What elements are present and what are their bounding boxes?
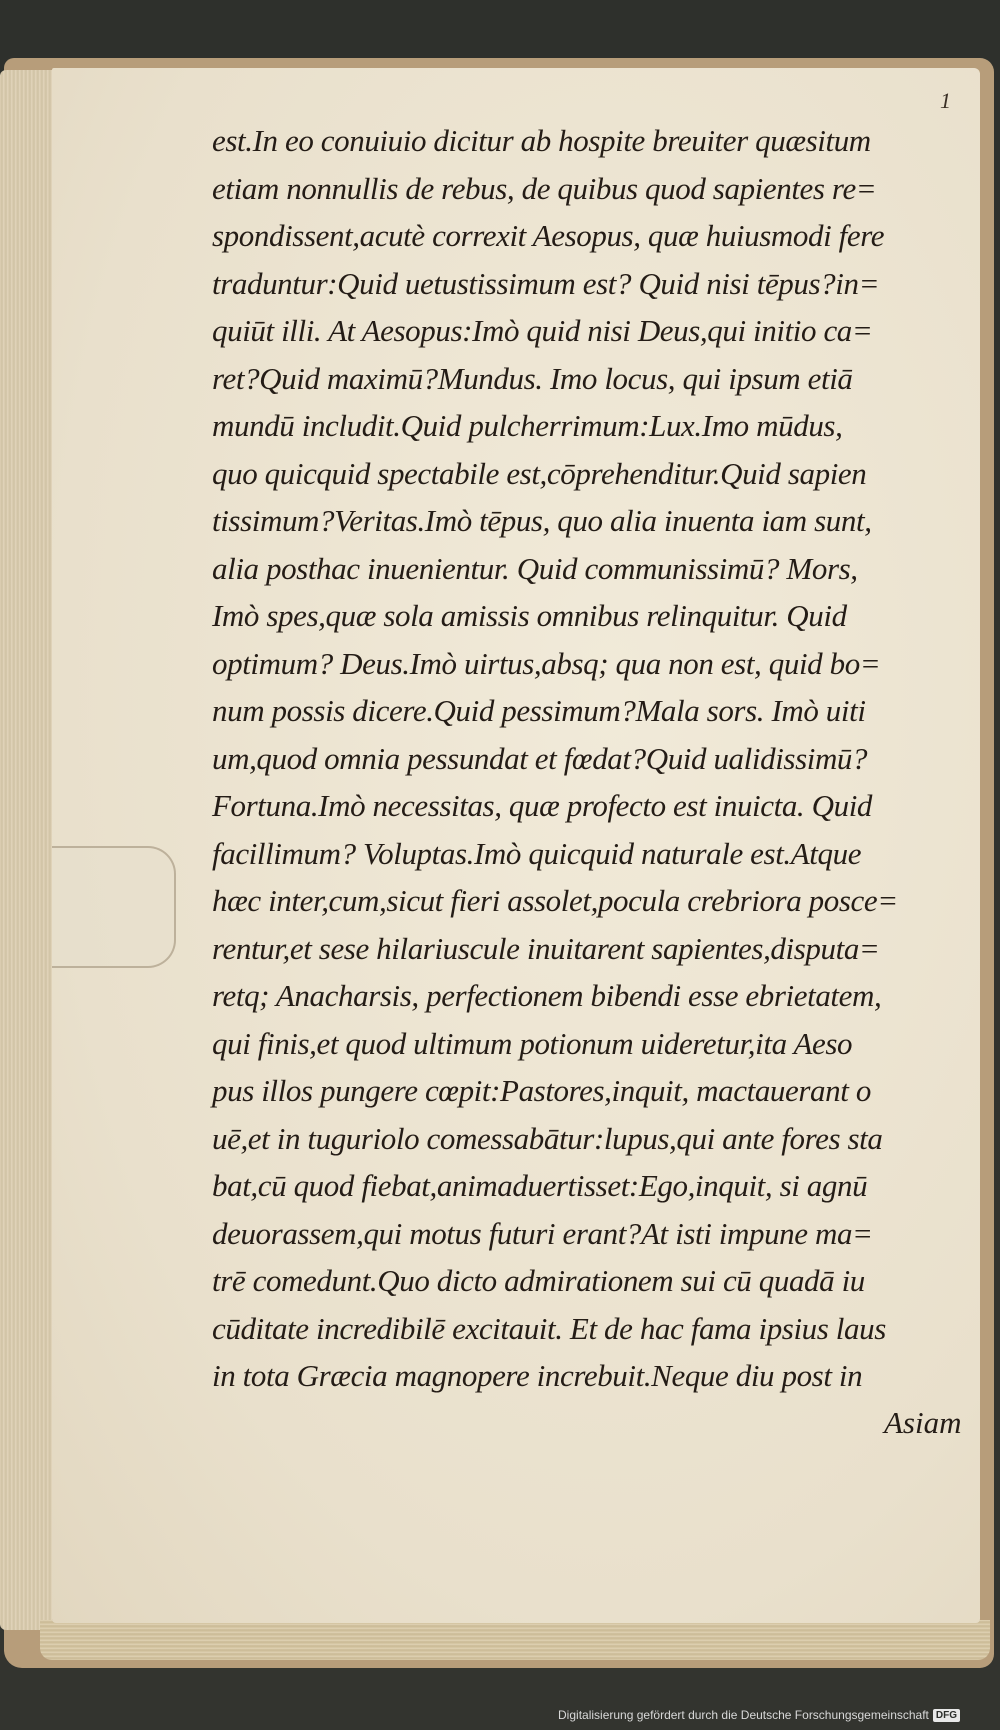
text-line: tissimum?Veritas.Imò tēpus, quo alia inuenta iam sunt, bbox=[212, 503, 872, 538]
catchword: Asiam bbox=[884, 1405, 962, 1440]
folio-mark: 1 bbox=[940, 88, 951, 113]
text-line: Imò spes,quæ sola amissis omnibus relinquitur. Quid bbox=[212, 598, 847, 633]
text-line: uē,et in tuguriolo comessabātur:lupus,qui ante fores sta bbox=[212, 1120, 883, 1156]
text-line: qui finis,et quod ultimum potionum uideretur,ita Aeso bbox=[212, 1025, 853, 1061]
text-line: alia posthac inuenientur. Quid communissimū? Mors, bbox=[212, 550, 858, 586]
bookmark-tab bbox=[52, 846, 176, 968]
text-line: facillimum? Voluptas.Imò quicquid naturale est.Atque bbox=[212, 835, 862, 871]
text-line: ret?Quid maximū?Mundus. Imo locus, qui ipsum etiā bbox=[212, 360, 853, 396]
text-block bbox=[212, 117, 972, 1400]
text-line: cūditate incredibilē excitauit. Et de hac fama ipsius laus bbox=[212, 1310, 886, 1346]
text-line: retq; Anacharsis, perfectionem bibendi esse ebrietatem, bbox=[212, 978, 882, 1013]
text-line: quo quicquid spectabile est,cōprehenditur.Quid sapien bbox=[212, 455, 867, 491]
text-line: deuorassem,qui motus futuri erant?At isti impune ma= bbox=[212, 1215, 873, 1251]
text-line: um,quod omnia pessundat et fœdat?Quid ualidissimū? bbox=[212, 740, 868, 776]
text-line: Fortuna.Imò necessitas, quæ profecto est inuicta. Quid bbox=[212, 788, 873, 823]
text-line: est.In eo conuiuio dicitur ab hospite breuiter quæsitum bbox=[212, 123, 871, 158]
page-stack-bottom bbox=[40, 1620, 990, 1660]
text-line: etiam nonnullis de rebus, de quibus quod sapientes re= bbox=[212, 170, 877, 206]
text-line: spondissent,acutè correxit Aesopus, quæ huiusmodi fere bbox=[212, 218, 885, 253]
digitization-credit bbox=[558, 1708, 960, 1722]
dfg-logo: DFG bbox=[933, 1709, 960, 1722]
text-line: pus illos pungere cœpit:Pastores,inquit, mactauerant o bbox=[212, 1073, 871, 1108]
credit-text: Digitalisierung gefördert durch die Deutsche Forschungsgemeinschaft bbox=[558, 1708, 929, 1722]
text-line: rentur,et sese hilariuscule inuitarent sapientes,disputa= bbox=[212, 930, 880, 966]
text-line: optimum? Deus.Imò uirtus,absq; qua non est, quid bo= bbox=[212, 645, 881, 681]
text-line: hæc inter,cum,sicut fieri assolet,pocula crebriora posce= bbox=[212, 883, 898, 918]
text-line: traduntur:Quid uetustissimum est? Quid nisi tēpus?in= bbox=[212, 265, 880, 301]
text-line: bat,cū quod fiebat,animaduertisset:Ego,inquit, si agnū bbox=[212, 1168, 868, 1203]
text-line: mundū includit.Quid pulcherrimum:Lux.Imo mūdus, bbox=[212, 408, 843, 443]
text-line: quiūt illi. At Aesopus:Imò quid nisi Deus,qui initio ca= bbox=[212, 313, 873, 348]
page-stack-left bbox=[0, 70, 52, 1630]
text-line: trē comedunt.Quo dicto admirationem sui cū quadā iu bbox=[212, 1263, 865, 1298]
text-line: in tota Græcia magnopere increbuit.Neque diu post in bbox=[212, 1358, 863, 1393]
text-line: num possis dicere.Quid pessimum?Mala sors. Imò uiti bbox=[212, 693, 866, 728]
